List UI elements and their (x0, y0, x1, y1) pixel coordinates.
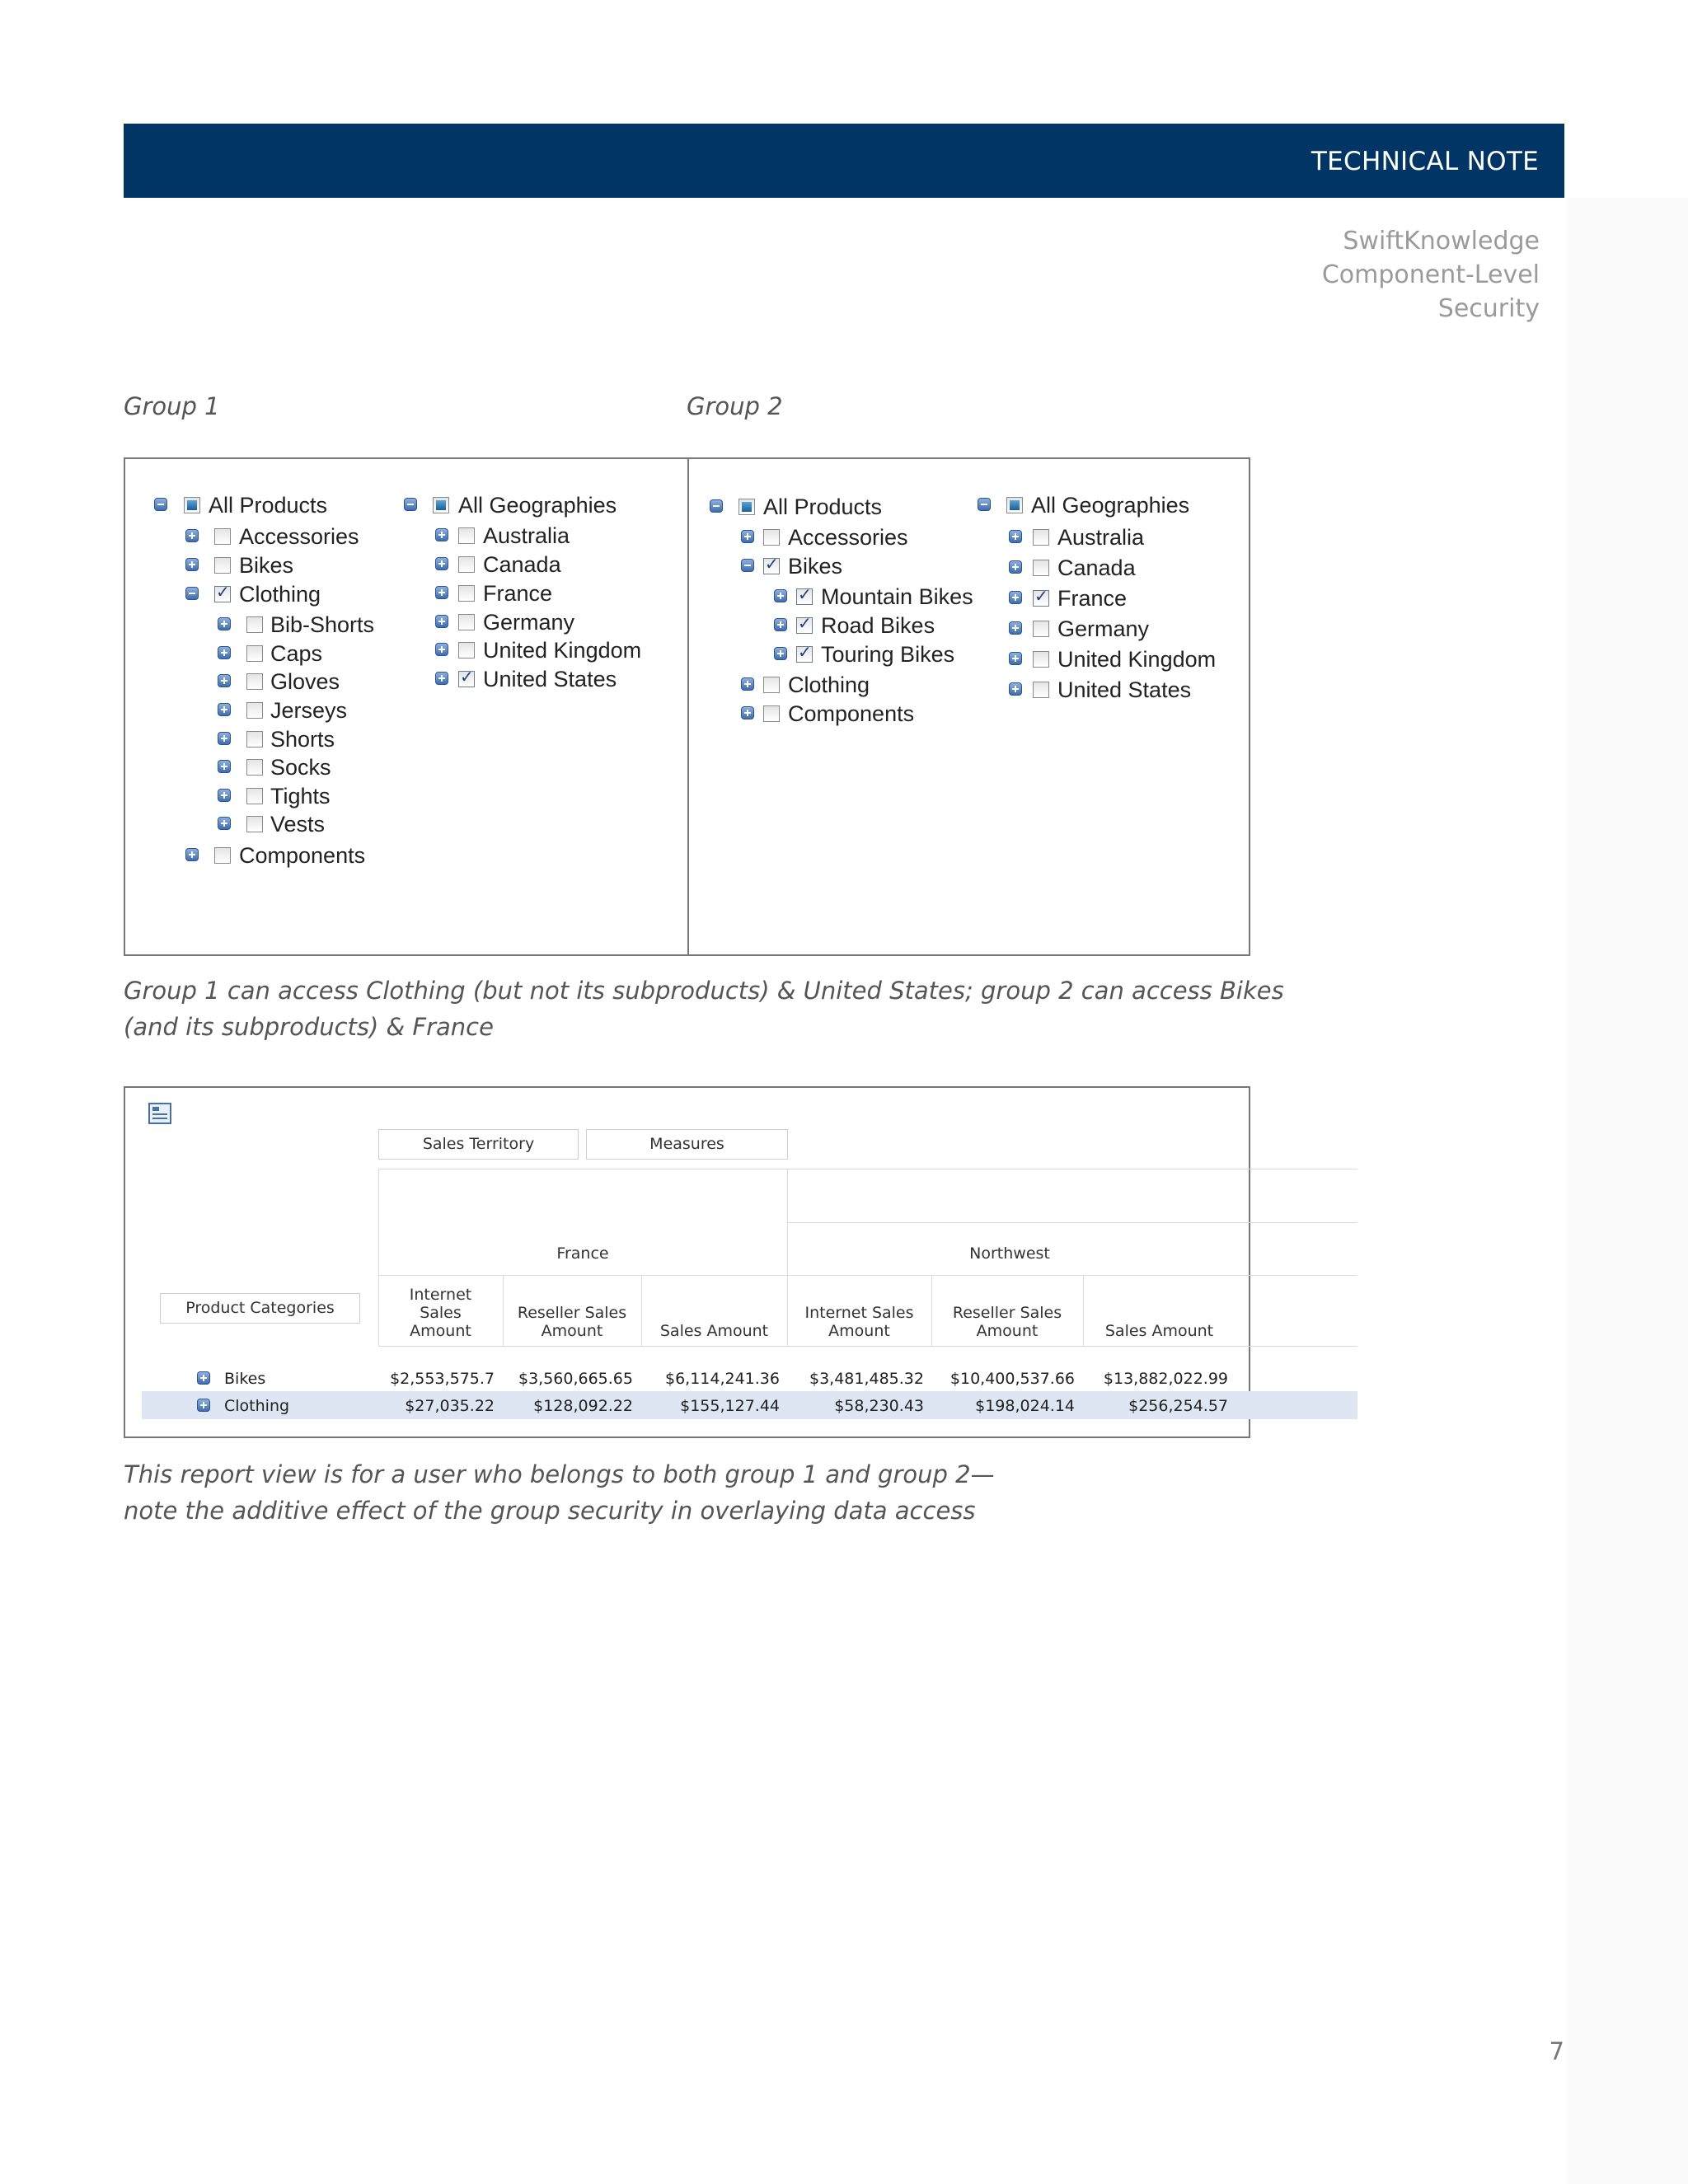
column-header: Sales Amount (659, 1322, 769, 1340)
tree-node-label: Shorts (270, 727, 335, 752)
expand-icon[interactable] (218, 646, 231, 659)
checkbox[interactable] (1033, 651, 1049, 668)
tree-node-label: Clothing (788, 673, 870, 697)
expand-icon[interactable] (435, 528, 448, 541)
table-cell: $198,024.14 (975, 1397, 1075, 1415)
tree-node-label: Vests (270, 812, 326, 837)
expand-icon[interactable] (774, 618, 787, 631)
column-header-line: Amount (828, 1322, 890, 1340)
table-cell: $3,481,485.32 (809, 1370, 924, 1388)
expand-icon[interactable] (1009, 530, 1022, 543)
column-header-line: Internet Sales (804, 1304, 914, 1322)
collapse-icon[interactable] (741, 559, 754, 572)
collapse-icon[interactable] (978, 498, 991, 511)
header-band (124, 124, 1564, 198)
checkbox[interactable] (763, 677, 780, 693)
report-settings-icon[interactable] (148, 1103, 171, 1124)
checkbox[interactable] (763, 529, 780, 546)
tree-node-label: All Products (763, 494, 883, 519)
checkbox[interactable] (1033, 682, 1049, 698)
column-header (787, 1304, 931, 1340)
checkbox[interactable] (184, 497, 200, 513)
expand-icon[interactable] (435, 586, 448, 599)
tree-node-label: Clothing (239, 582, 321, 607)
checkbox[interactable] (458, 556, 475, 573)
tree-node-label: Bikes (788, 554, 843, 579)
checkbox[interactable] (246, 645, 263, 662)
subtitle-line: SwiftKnowledge (1343, 227, 1540, 255)
checkbox[interactable] (214, 528, 231, 545)
expand-icon[interactable] (185, 558, 199, 571)
expand-icon[interactable] (218, 817, 231, 830)
tree-node-label: Germany (483, 610, 575, 635)
checkbox[interactable] (763, 705, 780, 722)
measures-pill[interactable]: Measures (586, 1129, 788, 1160)
checkbox[interactable] (458, 614, 475, 630)
expand-icon[interactable] (197, 1399, 210, 1412)
column-header (931, 1304, 1083, 1340)
checkbox[interactable] (246, 673, 263, 690)
tree-node-label: France (483, 581, 553, 606)
tree-node-label: Components (239, 843, 366, 868)
tree-node-label: All Geographies (458, 493, 617, 518)
column-header: Sales Amount (1104, 1322, 1214, 1340)
tree-node-label: Gloves (270, 669, 340, 694)
expand-icon[interactable] (218, 617, 231, 630)
checkbox-checked[interactable] (763, 558, 780, 574)
checkbox[interactable] (458, 527, 475, 544)
expand-icon[interactable] (741, 677, 754, 691)
checkbox[interactable] (1033, 621, 1049, 637)
expand-icon[interactable] (218, 732, 231, 745)
checkbox[interactable] (246, 759, 263, 776)
page-number: 7 (1549, 2037, 1564, 2065)
checkbox[interactable] (458, 642, 475, 658)
tree-node-label: United Kingdom (1057, 647, 1217, 672)
checkbox-checked[interactable] (458, 671, 475, 687)
checkbox[interactable] (246, 788, 263, 804)
tree-node-label: All Geographies (1031, 493, 1190, 518)
header-label: TECHNICAL NOTE (1311, 147, 1539, 176)
tree-node-label: Bib-Shorts (270, 612, 375, 637)
column-header (378, 1286, 503, 1340)
column-header-line: Sales (420, 1304, 462, 1322)
checkbox[interactable] (1006, 497, 1023, 513)
tree-node-label: United States (1057, 677, 1192, 702)
tree-node-label: Bikes (239, 553, 294, 578)
caption-line: (and its subproducts) & France (124, 1013, 494, 1041)
column-header-line: Reseller Sales (952, 1304, 1062, 1322)
tree-node-label: Accessories (788, 525, 908, 550)
product-categories-pill[interactable]: Product Categories (160, 1293, 360, 1324)
page-margin-shade (1566, 198, 1688, 2184)
tree-node-label: Components (788, 701, 915, 726)
expand-icon[interactable] (774, 647, 787, 660)
column-header-line: Reseller Sales (517, 1304, 627, 1322)
expand-icon[interactable] (185, 529, 199, 542)
caption-line: Group 1 can access Clothing (but not its subproducts) & United States; group 2 can access Bikes (124, 977, 1284, 1005)
checkbox[interactable] (433, 497, 449, 513)
expand-icon[interactable] (197, 1371, 210, 1385)
expand-icon[interactable] (435, 557, 448, 570)
row-label: Bikes (224, 1370, 266, 1388)
table-cell: $27,035.22 (405, 1397, 495, 1415)
subtitle-line: Component-Level (1321, 260, 1540, 289)
expand-icon[interactable] (218, 674, 231, 687)
checkbox[interactable] (1033, 529, 1049, 546)
group2-label: Group 2 (687, 392, 783, 420)
collapse-icon[interactable] (710, 499, 723, 513)
checkbox-checked[interactable] (796, 617, 813, 634)
grid-line (787, 1222, 1357, 1223)
checkbox-checked[interactable] (796, 588, 813, 605)
caption-line: note the additive effect of the group security in overlaying data access (124, 1497, 976, 1525)
sales-territory-pill[interactable]: Sales Territory (378, 1129, 579, 1160)
tree-node-label: All Products (209, 493, 328, 518)
tree-node-label: Germany (1057, 616, 1150, 641)
grid-line (378, 1275, 1357, 1276)
tree-node-label: United Kingdom (483, 638, 642, 663)
table-cell: $2,553,575.7 (390, 1370, 495, 1388)
expand-icon[interactable] (1009, 560, 1022, 574)
expand-icon[interactable] (185, 848, 199, 861)
expand-icon[interactable] (1009, 682, 1022, 696)
column-header (503, 1304, 641, 1340)
figure-caption (124, 1456, 995, 1529)
tree-node-label: Mountain Bikes (821, 584, 973, 609)
column-header-line: Amount (410, 1322, 471, 1340)
report-figure (124, 1086, 1250, 1438)
checkbox-checked[interactable] (214, 586, 231, 602)
table-cell: $128,092.22 (533, 1397, 633, 1415)
group-trees-figure (124, 457, 1250, 956)
caption-line: This report view is for a user who belongs to both group 1 and group 2— (124, 1460, 995, 1488)
expand-icon[interactable] (741, 530, 754, 543)
tree-node-label: Australia (483, 523, 570, 548)
document-subtitle (1193, 224, 1540, 326)
tree-node-label: Jerseys (270, 698, 348, 723)
row-label: Clothing (224, 1397, 290, 1415)
table-cell: $6,114,241.36 (664, 1370, 780, 1388)
tree-node-label: Touring Bikes (821, 642, 955, 667)
checkbox[interactable] (738, 499, 755, 515)
checkbox-checked[interactable] (796, 646, 813, 663)
checkbox[interactable] (246, 816, 263, 832)
collapse-icon[interactable] (185, 587, 199, 600)
table-cell: $13,882,022.99 (1103, 1370, 1228, 1388)
column-header-line: Amount (976, 1322, 1039, 1340)
checkbox[interactable] (214, 557, 231, 574)
expand-icon[interactable] (1009, 591, 1022, 604)
checkbox-checked[interactable] (1033, 590, 1049, 607)
tree-node-label: France (1057, 586, 1128, 611)
checkbox[interactable] (246, 702, 263, 719)
expand-icon[interactable] (218, 703, 231, 716)
group1-label: Group 1 (124, 392, 220, 420)
collapse-icon[interactable] (154, 498, 167, 511)
expand-icon[interactable] (1009, 652, 1022, 665)
checkbox[interactable] (214, 847, 231, 864)
expand-icon[interactable] (1009, 621, 1022, 635)
table-cell: $155,127.44 (680, 1397, 780, 1415)
tree-node-label: Road Bikes (821, 613, 935, 638)
region-header-france: France (556, 1244, 609, 1263)
column-header-line: Internet (409, 1286, 472, 1304)
tree-node-label: United States (483, 667, 617, 691)
figure-caption (124, 972, 1284, 1045)
table-cell: $58,230.43 (834, 1397, 924, 1415)
expand-icon[interactable] (218, 789, 231, 802)
checkbox[interactable] (246, 616, 263, 633)
expand-icon[interactable] (435, 643, 448, 656)
expand-icon[interactable] (218, 760, 231, 773)
tree-node-label: Tights (270, 784, 331, 808)
tree-node-label: Socks (270, 755, 331, 780)
expand-icon[interactable] (741, 706, 754, 719)
tree-node-label: Caps (270, 641, 323, 666)
expand-icon[interactable] (435, 615, 448, 628)
panel-divider (687, 459, 689, 954)
grid-line (378, 1346, 1357, 1347)
table-cell: $10,400,537.66 (950, 1370, 1075, 1388)
table-cell: $3,560,665.65 (518, 1370, 633, 1388)
expand-icon[interactable] (774, 589, 787, 602)
subtitle-line: Security (1437, 294, 1540, 323)
column-header-line: Amount (541, 1322, 603, 1340)
checkbox[interactable] (1033, 560, 1049, 576)
checkbox[interactable] (458, 585, 475, 602)
tree-node-label: Australia (1057, 525, 1145, 550)
tree-node-label: Canada (483, 552, 561, 577)
tree-node-label: Canada (1057, 555, 1136, 580)
table-cell: $256,254.57 (1128, 1397, 1228, 1415)
expand-icon[interactable] (435, 672, 448, 685)
tree-node-label: Accessories (239, 524, 359, 549)
region-header-northwest: Northwest (969, 1244, 1050, 1263)
checkbox[interactable] (246, 731, 263, 748)
collapse-icon[interactable] (404, 498, 417, 511)
